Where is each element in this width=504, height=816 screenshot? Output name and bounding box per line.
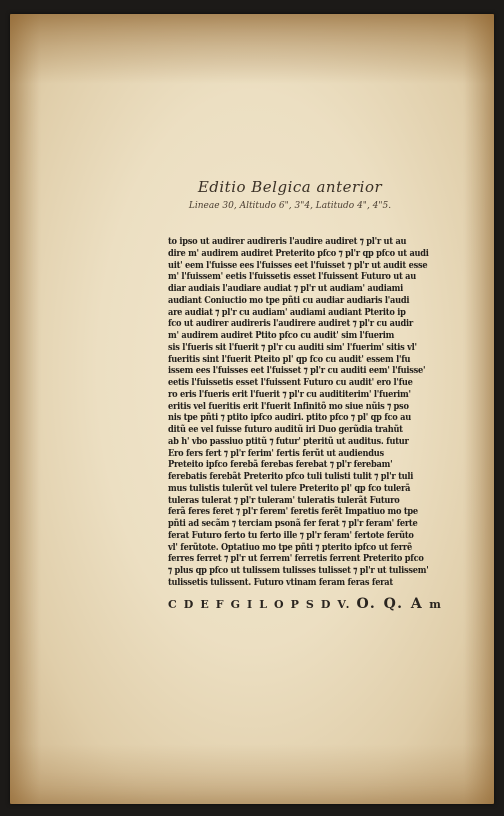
blackletter-text-block (168, 236, 429, 589)
text-line: diar audiais l'audiare audiat ⁊ pl'r ut audiam' audiami (168, 283, 404, 294)
age-stain-top (10, 14, 494, 84)
text-line: are audiat ⁊ pl'r cu audiam' audiami audiant Pterito ip (168, 306, 406, 318)
text-line: pñti ad secãm ⁊ terciam psonã fer ferat ⁊ pl'r feram' ferte (168, 518, 418, 529)
text-line: ferres ferret ⁊ pl'r ut ferrem' ferretis ferrent Preterito pfco (168, 553, 424, 565)
text-line: vl' ferũtote. Optatiuo mo tpe pñti ⁊ pterito ipfco ut ferrẽ (168, 541, 412, 553)
text-line: fco ut audirer audireris l'audirere audiret ⁊ pl'r cu audir (168, 318, 413, 330)
text-line: audiant Coniuctio mo tpe pñti cu audiar audiaris l'audi (168, 294, 410, 306)
text-line: ferebatis ferebãt Preterito pfco tuli tulisti tulit ⁊ pl'r tuli (168, 471, 414, 482)
text-line: issem ees l'fuisses eet l'fuisset ⁊ pl'r cu auditi eem' l'fuisse' (168, 365, 426, 377)
text-line: to ipso ut audirer audireris l'audire audiret ⁊ pl'r ut au (168, 236, 407, 247)
type-specimen-alphabet (168, 596, 443, 612)
text-line: mus tulistis tulerũt vel tulere Preterito pl' qp fco tulerã (168, 482, 411, 494)
text-line: fueritis sint l'fuerit Pteito pl' qp fco cu audit' essem l'fu (168, 353, 411, 365)
age-stain-left (10, 14, 40, 804)
text-line: tuleras tulerat ⁊ pl'r tuleram' tuleratis tulerãt Futuro (168, 494, 400, 506)
text-line: m' l'fuissem' eetis l'fuissetis esset l'fuissent Futuro ut au (168, 271, 417, 283)
text-line: ab h' vbo passiuo ptitũ ⁊ futur' pteritũ ut auditus. futur (168, 435, 409, 447)
text-line: sis l'fueris sit l'fuerit ⁊ pl'r cu auditi sim' l'fuerim' sitis vl' (168, 341, 417, 353)
edition-title: Editio Belgica anterior (197, 178, 383, 196)
text-line: ferã feres feret ⁊ pl'r ferem' feretis ferẽt Impatiuo mo tpe (168, 506, 418, 518)
text-line: eritis vel fueritis erit l'fuerit Infinitõ mo siue nũis ⁊ pso (168, 400, 409, 412)
text-line: Preteito ipfco ferebã ferebas ferebat ⁊ pl'r ferebam' (168, 459, 393, 471)
age-stain-bottom (10, 744, 494, 804)
specimen-letters: C D E F G I L O P S D V. (168, 598, 352, 611)
text-line: ferat Futuro ferto tu ferto ille ⁊ pl'r feram' fertote ferũto (168, 529, 414, 541)
text-line: ⁊ plus qp pfco ut tulissem tulisses tulisset ⁊ pl'r ut tulissem' (168, 565, 429, 576)
text-line: ro eris l'fueris erit l'fuerit ⁊ pl'r cu audititerim' l'fuerim' (168, 388, 411, 400)
specimen-capitals: O. Q. A (356, 596, 424, 612)
page-header (160, 178, 420, 212)
text-line: Ero fers fert ⁊ pl'r ferim' fertis ferũt ut audiendus (168, 447, 384, 459)
text-line: nis tpe pñti ⁊ ptito ipfco audiri. ptito pfco ⁊ pl' qp fco au (168, 412, 412, 424)
text-line: tulissetis tulissent. Futuro vtinam feram feras ferat (168, 576, 393, 588)
text-line: ditũ ee vel fuisse futuro auditũ iri Duo gerũdia trahũt (168, 424, 403, 435)
text-line: uit' eem l'fuisse ees l'fuisses eet l'fuisset ⁊ pl'r ut audit esse (168, 259, 428, 271)
specimen-tail-letter: m (429, 598, 443, 611)
text-line: m' audirem audiret Ptito pfco cu audit' sim l'fuerim (168, 330, 395, 341)
age-stain-right (464, 14, 494, 804)
text-line: eetis l'fuissetis esset l'fuissent Futuro cu audit' ero l'fue (168, 377, 413, 388)
text-line: dire m' audirem audiret Preterito pfco ⁊ pl'r qp pfco ut audi (168, 247, 429, 259)
edition-dimensions: Lineae 30, Altitudo 6", 3"4, Latitudo 4", 4"5. (188, 201, 392, 211)
